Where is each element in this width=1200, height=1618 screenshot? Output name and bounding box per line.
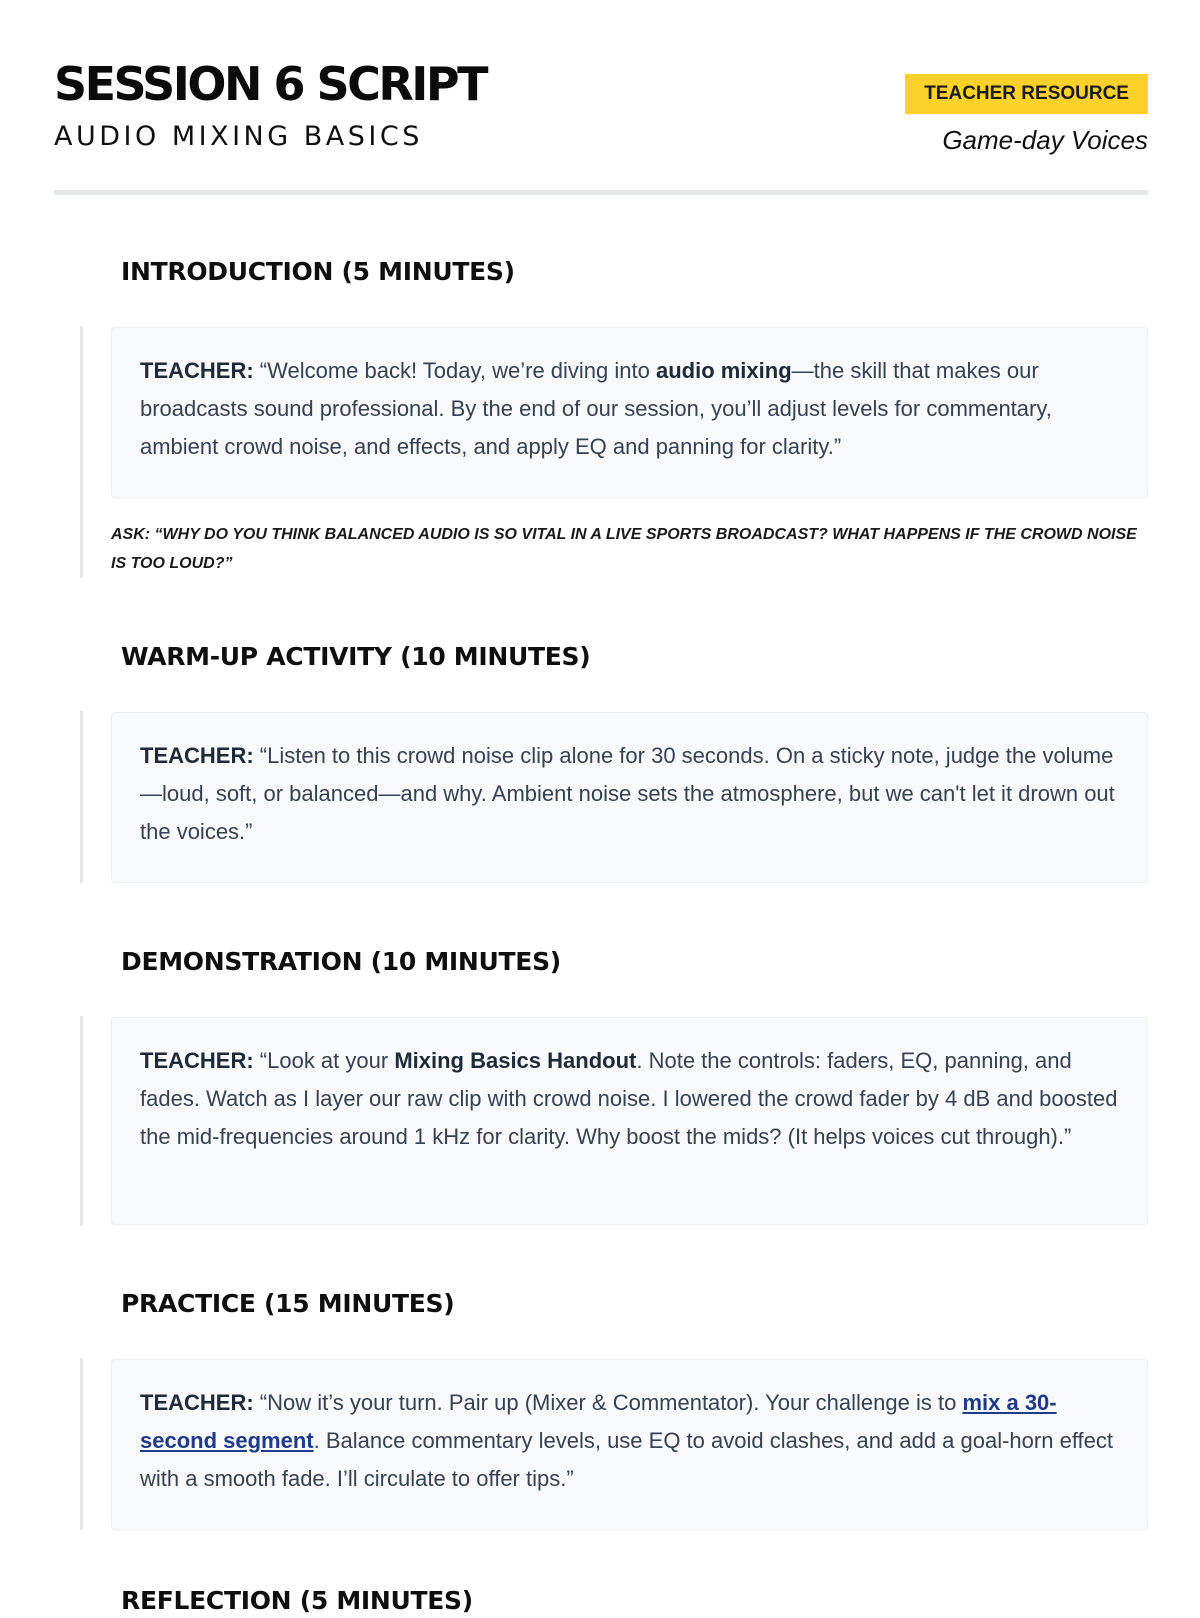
section-heading-warm-up: WARM-UP ACTIVITY (10 MINUTES): [121, 642, 591, 671]
teacher-script-card: [111, 1017, 1148, 1225]
teacher-script-card: [111, 1359, 1148, 1530]
teacher-script-card: [111, 712, 1148, 883]
speaker-label: TEACHER:: [140, 1390, 254, 1415]
section-heading-reflection: REFLECTION (5 MINUTES): [121, 1586, 473, 1615]
document-header: [54, 0, 1148, 195]
quote-bar: [80, 711, 83, 883]
section-heading-demonstration: DEMONSTRATION (10 MINUTES): [121, 947, 561, 976]
handout-name: Mixing Basics Handout: [394, 1048, 637, 1073]
script-text: “Listen to this crowd noise clip alone for 30 seconds. On a sticky note, judge the volume—loud, soft, or balanced—and why. Ambient noise sets the atmosphere, but we can't let it drown out the voices.”: [140, 743, 1115, 844]
page-title: SESSION 6 SCRIPT: [54, 57, 487, 111]
quote-bar: [80, 1016, 83, 1226]
script-text: “Welcome back! Today, we’re diving into: [253, 358, 656, 383]
script-page: [54, 0, 1148, 195]
ask-prompt: ASK: “WHY DO YOU THINK BALANCED AUDIO IS SO VITAL IN A LIVE SPORTS BROADCAST? WHAT HAPPENS IF THE CROWD NOISE IS TOO LOUD?”: [111, 526, 1137, 572]
script-emphasis: audio mixing: [655, 358, 792, 383]
speaker-label: TEACHER:: [140, 743, 254, 768]
segment-task-link[interactable]: mix a 30-second segment: [140, 1390, 1057, 1453]
page-subtitle: AUDIO MIXING BASICS: [54, 121, 423, 152]
script-text: —the skill that makes our broadcasts sound professional. By the end of our session, you’ll adjust levels for commentary, ambient crowd noise, and effects, and apply EQ and panning for clarity.”: [140, 358, 1052, 459]
brand-name: Game-day Voices: [942, 125, 1148, 155]
quote-bar: [80, 1358, 83, 1530]
section-heading-practice: PRACTICE (15 MINUTES): [121, 1289, 455, 1318]
quote-bar: [80, 326, 83, 578]
script-text: “Now it’s your turn. Pair up (Mixer & Commentator). Your challenge is to: [253, 1390, 963, 1415]
teacher-resource-badge: TEACHER RESOURCE: [905, 74, 1148, 114]
section-heading-introduction: INTRODUCTION (5 MINUTES): [121, 257, 515, 286]
script-text: . Balance commentary levels, use EQ to avoid clashes, and add a goal-horn effect with a smooth fade. I’ll circulate to offer tips.”: [140, 1428, 1113, 1491]
script-text: “Look at your: [253, 1048, 395, 1073]
speaker-label: TEACHER:: [140, 358, 254, 383]
teacher-script-card: [111, 327, 1148, 498]
script-text: . Note the controls: faders, EQ, panning, and fades. Watch as I layer our raw clip with crowd noise. I lowered the crowd fader by 4 dB and boosted the mid-frequencies around 1 kHz for clarity. Why boost the mids? (It helps voices cut through).”: [140, 1048, 1118, 1149]
speaker-label: TEACHER:: [140, 1048, 254, 1073]
